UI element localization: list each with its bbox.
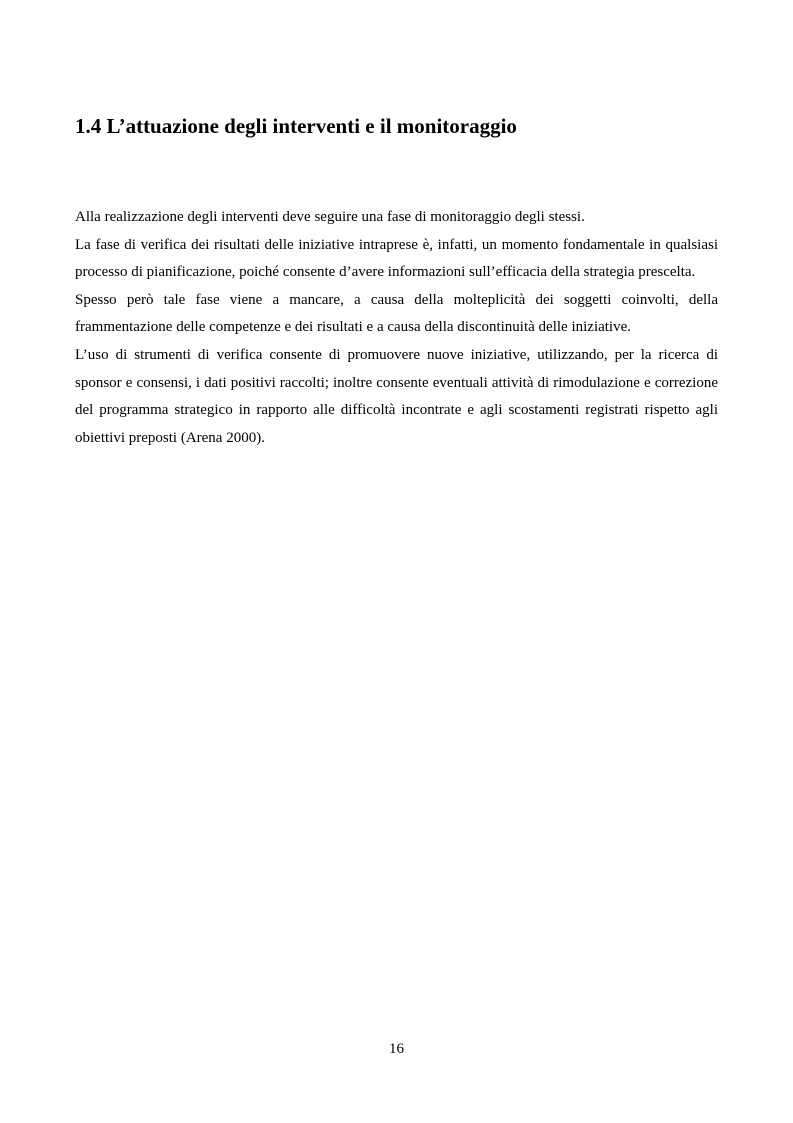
paragraph-3: Spesso però tale fase viene a mancare, a causa della molteplicità dei soggetti coinvolti, della frammentazione delle competenze e dei risultati e a causa della discontinuità delle iniziative. xyxy=(75,291,718,336)
paragraph-4: L’uso di strumenti di verifica consente di promuovere nuove iniziative, utilizzando, per la ricerca di sponsor e consensi, i dati positivi raccolti; inoltre consente eventuali attività di rimodulazione e correzione del programma strategico in rapporto alle difficoltà incontrate e agli scostamenti registrati rispetto agli obiettivi preposti (Arena 2000). xyxy=(75,346,718,446)
section-title: 1.4 L’attuazione degli interventi e il monitoraggio xyxy=(75,114,517,138)
section-body xyxy=(75,204,718,452)
page-number: 16 xyxy=(389,1041,404,1057)
paragraph-1: Alla realizzazione degli interventi deve seguire una fase di monitoraggio degli stessi. xyxy=(75,209,585,225)
paragraph-2: La fase di verifica dei risultati delle iniziative intraprese è, infatti, un momento fondamentale in qualsiasi processo di pianificazione, poiché consente d’avere informazioni sull’efficacia della strategia prescelta. xyxy=(75,236,718,281)
